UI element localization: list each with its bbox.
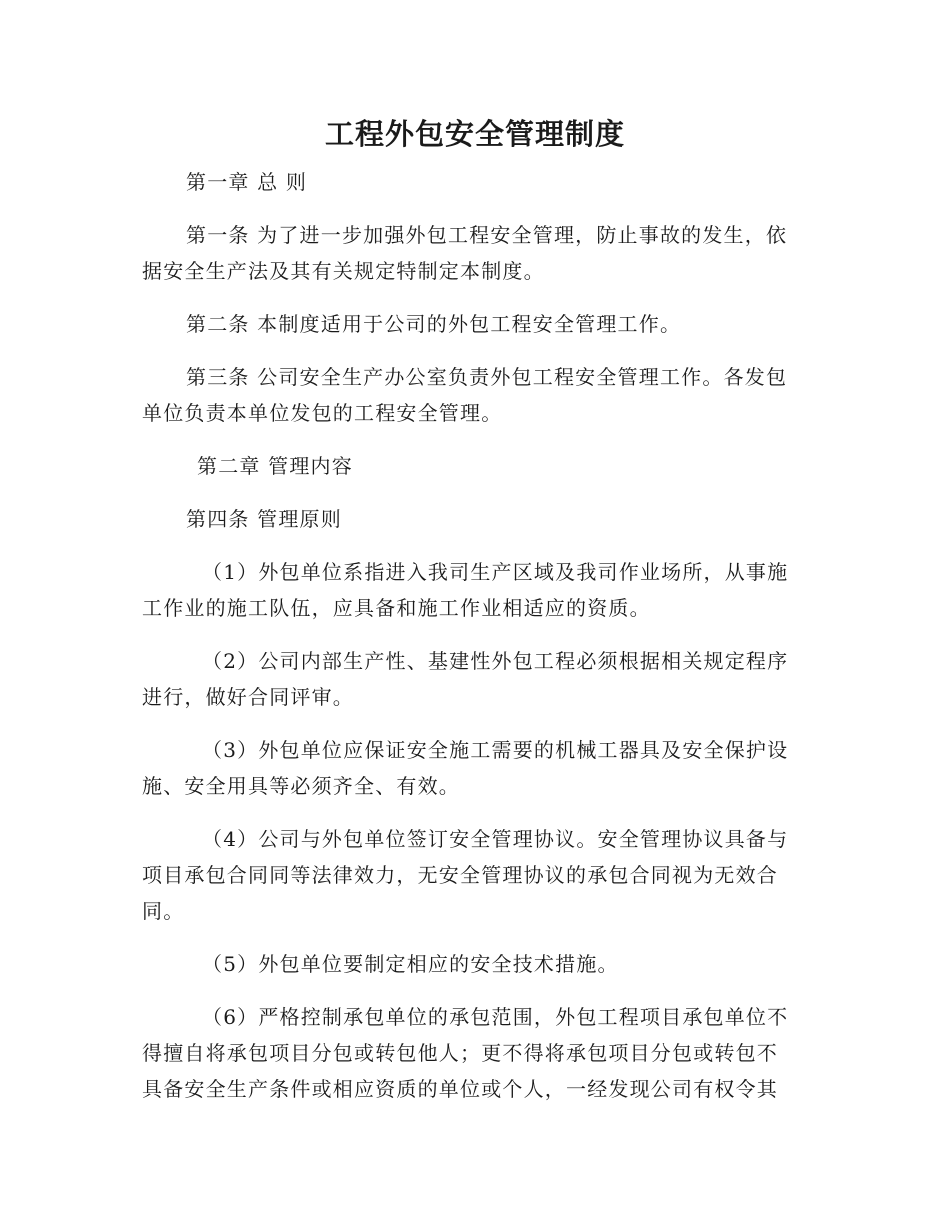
paragraph-line: 据安全生产法及其有关规定特制定本制度。 <box>142 259 545 283</box>
paragraph-line: 第一条 为了进一步加强外包工程安全管理，防止事故的发生，依 <box>186 223 788 247</box>
paragraph-line: 项目承包合同同等法律效力，无安全管理协议的承包合同视为无效合 <box>142 863 778 887</box>
paragraph-line: 工作业的施工队伍，应具备和施工作业相适应的资质。 <box>142 596 651 620</box>
paragraph-line: （4）公司与外包单位签订安全管理协议。安全管理协议具备与 <box>202 827 789 851</box>
chapter-heading: 第一章 总 则 <box>186 170 308 194</box>
paragraph-line: 第二条 本制度适用于公司的外包工程安全管理工作。 <box>186 312 682 336</box>
paragraph-line: （2）公司内部生产性、基建性外包工程必须根据相关规定程序 <box>202 649 789 673</box>
chapter-heading: 第二章 管理内容 <box>197 454 353 478</box>
paragraph-line: （3）外包单位应保证安全施工需要的机械工器具及安全保护设 <box>202 738 789 762</box>
paragraph-line: 同。 <box>142 899 185 923</box>
paragraph-line: 第四条 管理原则 <box>186 507 342 531</box>
paragraph-line: 进行，做好合同评审。 <box>142 685 354 709</box>
paragraph-line: 具备安全生产条件或相应资质的单位或个人，一经发现公司有权令其 <box>142 1077 778 1101</box>
paragraph-line: 施、安全用具等必须齐全、有效。 <box>142 774 460 798</box>
paragraph-line: （6）严格控制承包单位的承包范围，外包工程项目承包单位不 <box>202 1005 789 1029</box>
paragraph-line: （1）外包单位系指进入我司生产区域及我司作业场所，从事施 <box>202 560 789 584</box>
paragraph-line: 第三条 公司安全生产办公室负责外包工程安全管理工作。各发包 <box>186 365 788 389</box>
document-title: 工程外包安全管理制度 <box>324 117 625 151</box>
paragraph-line: 单位负责本单位发包的工程安全管理。 <box>142 401 503 425</box>
paragraph-line: 得擅自将承包项目分包或转包他人；更不得将承包项目分包或转包不 <box>142 1041 778 1065</box>
paragraph-line: （5）外包单位要制定相应的安全技术措施。 <box>202 952 619 976</box>
